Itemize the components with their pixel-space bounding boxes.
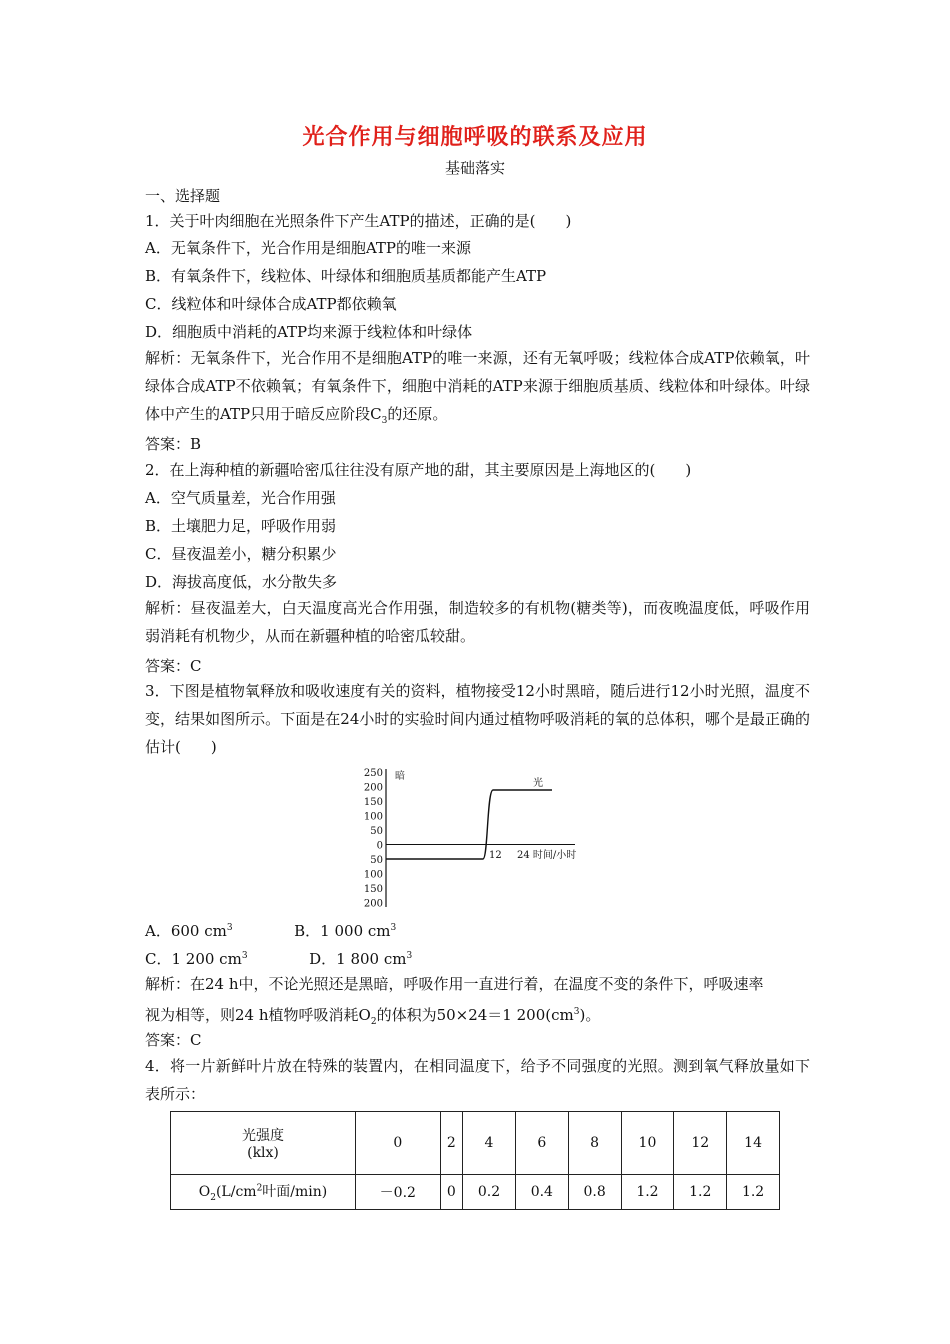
q2-option-c: C．昼夜温差小，糖分积累少 [145,545,337,563]
x-axis-label: 24 时间/小时 [517,850,577,861]
q3-options-row-2 [145,946,412,969]
o2-cell: 1.2 [621,1175,674,1210]
q3-option-d: D．1 800 $cm^3$ [309,950,413,968]
q3-option-a: A．600 $cm^3$ [145,922,233,940]
y-tick-0: 0 [376,840,383,852]
q2-analysis: 解析：昼夜温差大，白天温度高光合作用强，制造较多的有机物(糖类等)，而夜晚温度低，呼吸作用弱消耗有机物少，从而在新疆种植的哈密瓜较甜。 [145,599,810,645]
q1-option-b: B．有氧条件下，线粒体、叶绿体和细胞质基质都能产生ATP [145,267,547,285]
table-row-o2 [171,1175,780,1210]
q2-option-d: D．海拔高度低，水分散失多 [145,573,338,591]
q1-option-c: C．线粒体和叶绿体合成ATP都依赖氧 [145,295,397,313]
y-tick-100-top: 100 [363,811,383,823]
q3-oxygen-graph [355,765,595,910]
intensity-cell: 6 [515,1112,568,1175]
intensity-cell: 4 [463,1112,516,1175]
intensity-cell: 2 [440,1112,463,1175]
o2-cell: 1.2 [727,1175,780,1210]
q2-stem: 2．在上海种植的新疆哈密瓜往往没有原产地的甜，其主要原因是上海地区的( ) [145,461,692,479]
q1-stem: 1．关于叶肉细胞在光照条件下产生ATP的描述，正确的是( ) [145,212,572,230]
page-subtitle: 基础落实 [444,159,505,177]
q2-option-b: B．土壤肥力足，呼吸作用弱 [145,517,337,535]
y-tick-200-top: 200 [363,782,383,794]
y-tick-150-top: 150 [363,797,383,808]
q4-data-table [170,1111,780,1210]
x-tick-12: 12 [489,850,502,861]
q3-answer: 答案：C [145,1031,202,1049]
light-label: 光 [533,778,543,789]
y-tick-200-bottom: 200 [363,898,383,910]
header-light-intensity: 光强度 (klx) [171,1112,356,1175]
q3-stem: 3．下图是植物氧释放和吸收速度有关的资料，植物接受12小时黑暗，随后进行12小时光照，温度不变，结果如图所示。下面是在24小时的实验时间内通过植物呼吸消耗的氧的总体积，哪个是最正确的估计( ) [145,682,810,756]
o2-cell: 0.8 [568,1175,621,1210]
intensity-cell: 10 [621,1112,674,1175]
q1-option-d: D．细胞质中消耗的ATP均来源于线粒体和叶绿体 [145,323,473,341]
q3-option-c: C．1 200 $cm^3$ [145,950,248,968]
page-title: 光合作用与细胞呼吸的联系及应用 [302,124,648,150]
q3-analysis-line-2: 视为相等，则24 h植物呼吸消耗$O_2$的体积为50×24＝1 $200(cm^3)$。 [145,1006,601,1027]
o2-cell: 1.2 [674,1175,727,1210]
q4-stem: 4．将一片新鲜叶片放在特殊的装置内，在相同温度下，给予不同强度的光照。测到氧气释放量如下表所示： [145,1057,810,1103]
oxygen-curve [386,790,552,859]
y-tick-150-bottom: 150 [363,884,383,895]
q1-analysis: 解析：无氧条件下，光合作用不是细胞ATP的唯一来源，还有无氧呼吸；线粒体合成ATP依赖氧，叶绿体合成ATP不依赖氧；有氧条件下，细胞中消耗的ATP来源于细胞质基质、线粒体和叶绿体。叶绿体中产生的ATP只用于暗反应阶段$C_3$的还原。 [145,349,810,426]
section-heading: 一、选择题 [145,187,221,205]
y-tick-250: 250 [363,768,383,779]
dark-label: 暗 [395,771,405,782]
q1-option-a: A．无氧条件下，光合作用是细胞ATP的唯一来源 [145,239,471,257]
intensity-cell: 12 [674,1112,727,1175]
q3-analysis-line-1: 解析：在24 h中，不论光照还是黑暗，呼吸作用一直进行着，在温度不变的条件下，呼吸速率 [145,975,764,993]
q2-option-a: A．空气质量差，光合作用强 [145,489,336,507]
intensity-cell: 0 [356,1112,441,1175]
header-o2-release: $O_2(L/cm^2$叶面/min) [171,1175,356,1210]
q2-answer: 答案：C [145,657,202,675]
y-tick-100-bottom: 100 [363,869,383,881]
q3-option-b: B．1 000 $cm^3$ [294,922,397,940]
o2-cell: 0.2 [463,1175,516,1210]
table-row-intensity [171,1112,780,1175]
y-tick-50-bottom: 50 [370,855,383,866]
o2-cell: 0 [440,1175,463,1210]
o2-cell: －0.2 [356,1175,441,1210]
o2-cell: 0.4 [515,1175,568,1210]
q3-options-row-1 [145,918,396,941]
y-tick-50-top: 50 [370,826,383,837]
intensity-cell: 8 [568,1112,621,1175]
y-tick-labels [364,768,383,910]
q1-answer: 答案：B [145,435,202,453]
intensity-cell: 14 [727,1112,780,1175]
